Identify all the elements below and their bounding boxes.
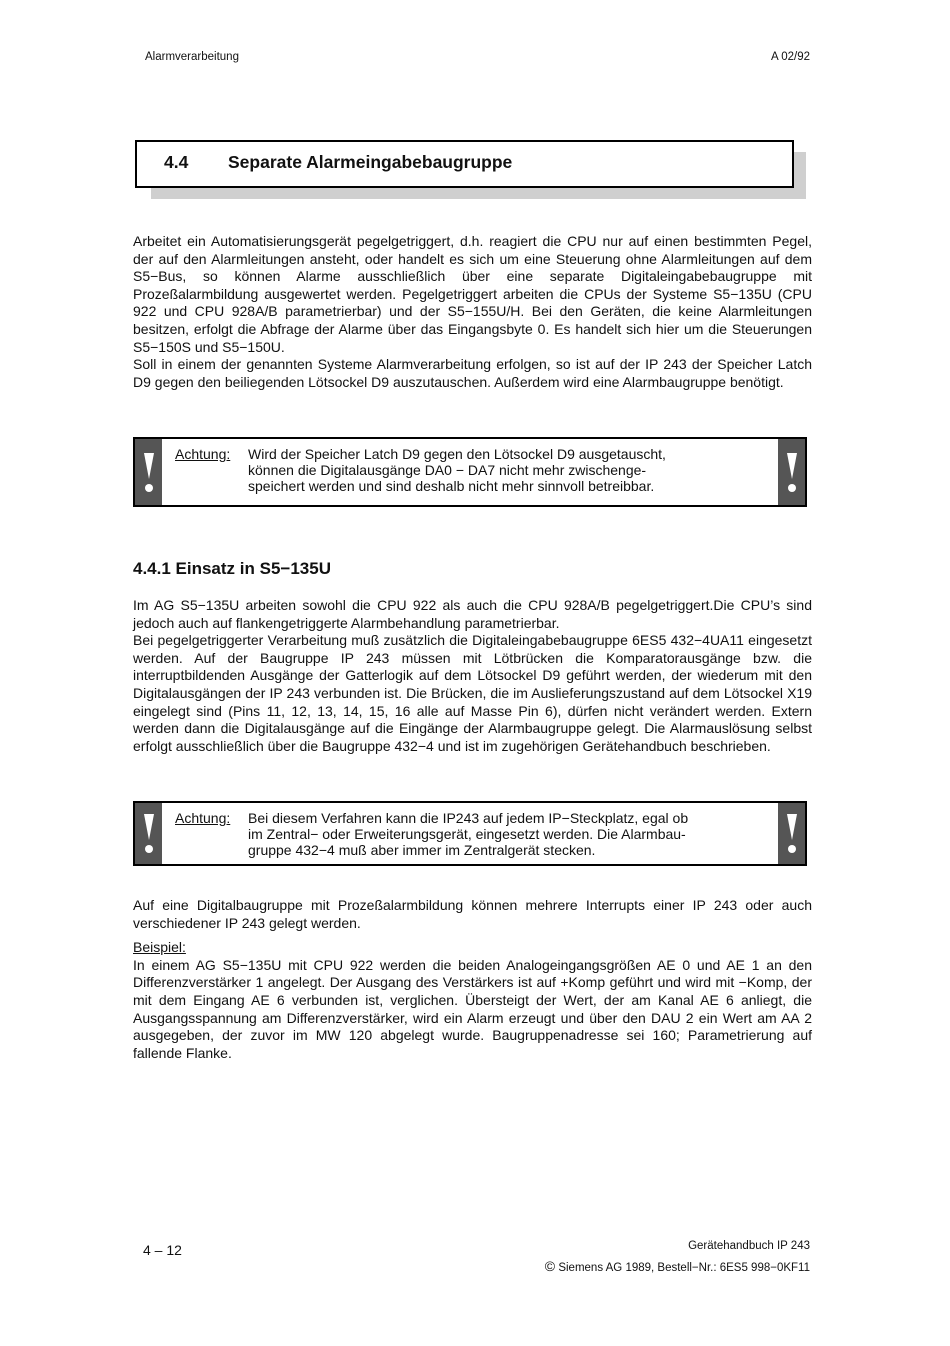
- warning-line: Bei diesem Verfahren kann die IP243 auf jedem IP−Steckplatz, egal ob: [248, 810, 689, 826]
- warning-text: [248, 810, 768, 858]
- example-paragraph: In einem AG S5−135U mit CPU 922 werden die beiden Analogeingangsgrößen AE 0 und AE 1 an den Differenzverstärker 1 angelegt. Der Ausgang des Verstärkers ist auf +Komp geführt und wird mit −Komp, der mit dem Eingang AE 6 verbunden ist, verglichen. Übersteigt der Wert, der am Kanal AE 6 anliegt, die Ausgangsspannung am Differenzverstärker, wird ein Alarm erzeugt und über den DAU 2 ein Wert am AA 2 ausgegeben, der zuvor im MW 120 abgelegt wurde. Baugruppenadresse sei 160; Parametrierung auf fallende Flanke.: [133, 956, 812, 1061]
- body-paragraph-1: Im AG S5−135U arbeiten sowohl die CPU 922 als auch die CPU 928A/B pegelgetriggert.Die CPU’s sind jedoch auch auf flankengetriggerte Alarmbehandlung parametrierbar.: [133, 597, 812, 631]
- page-number: 4 – 12: [143, 1242, 182, 1258]
- copyright-text: Siemens AG 1989, Bestell−Nr.: 6ES5 998−0KF11: [558, 1262, 810, 1274]
- exclamation-icon: [135, 803, 162, 864]
- exclamation-icon: [778, 439, 805, 505]
- copyright-line: [545, 1258, 810, 1274]
- running-header-title: Alarmverarbeitung: [145, 51, 239, 63]
- subsection-text: [133, 597, 812, 755]
- intro-paragraph-2: Soll in einem der genannten Systeme Alarmverarbeitung erfolgen, so ist auf der IP 243 der Speicher Latch D9 gegen den beiliegenden Lötsockel D9 auszutauschen. Außerdem wird eine Alarmbaugruppe benötigt.: [133, 356, 812, 390]
- running-header-date: A 02/92: [770, 51, 810, 63]
- section-title: Separate Alarmeingabebaugruppe: [228, 152, 513, 172]
- body-paragraph-2: Bei pegelgetriggerter Verarbeitung muß zusätzlich die Digitaleingabebaugruppe 6ES5 432−4UA11 eingesetzt werden. Auf der Baugruppe IP 243 müssen mit Lötbrücken die Komparatorausgänge bzw. die interruptbildenden Ausgänge der Gatterlogik auf dem Lötsockel D9 geführt werden, der wiederum mit den Digitalausgängen der IP 243 verbunden ist. Die Brücken, die im Auslieferungszustand auf dem Lötsockel X19 eingelegt sind (Pins 11, 12, 13, 14, 15, 16 alle auf Masse Pin 6), dürfen nicht verändert werden. Extern werden dann die Digitalausgänge auf die Eingänge der Alarmbaugruppe gelegt. Die Alarmauslösung selbst erfolgt ausschließlich über die Baugruppe 432−4 und ist im zugehörigen Gerätehandbuch beschrieben.: [133, 632, 812, 754]
- example-label: Beispiel:: [133, 939, 186, 956]
- intro-paragraph-1: Arbeitet ein Automatisierungsgerät pegelgetriggert, d.h. reagiert die CPU nur auf einen bestimmten Pegel, der auf den Alarmleitungen ansteht, oder handelt es sich um eine Steuerung ohne Alarmleitungen auf dem S5−Bus, so können Alarme ausschließlich über eine separate Digitaleingabebaugruppe mit Prozeßalarmbildung ausgewertet werden. Pegelgetriggert arbeiten die CPUs der Systeme S5−135U (CPU 922 und CPU 928A/B parametrierbar) und der S5−155U/H. Bei den Geräten, die keine Alarmleitungen besitzen, erfolgt die Abfrage der Alarme über das Eingangsbyte 0. Es handelt sich hier um die Steuerungen S5−150S und S5−150U.: [133, 233, 812, 355]
- exclamation-icon: [135, 439, 162, 505]
- warning-text: [248, 446, 768, 494]
- section-heading-box: [135, 140, 794, 188]
- warning-label: Achtung:: [175, 446, 231, 462]
- intro-text: [133, 233, 812, 391]
- warning-line: gruppe 432−4 muß aber immer im Zentralgerät stecken.: [248, 842, 596, 858]
- closing-paragraph: Auf eine Digitalbaugruppe mit Prozeßalarmbildung können mehrere Interrupts einer IP 243 oder auch verschiedener IP 243 gelegt werden.: [133, 897, 812, 931]
- warning-line: Wird der Speicher Latch D9 gegen den Lötsockel D9 ausgetauscht,: [248, 446, 666, 462]
- warning-note-1: [133, 437, 807, 507]
- warning-line: können die Digitalausgänge DA0 − DA7 nicht mehr zwischenge-: [248, 462, 647, 478]
- section-number: 4.4: [164, 152, 189, 172]
- warning-line: speichert werden und sind deshalb nicht mehr sinnvoll betreibbar.: [248, 478, 655, 494]
- subsection-title: 4.4.1 Einsatz in S5−135U: [133, 559, 331, 578]
- copyright-symbol: ©: [544, 1258, 556, 1274]
- closing-text: [133, 897, 812, 1062]
- manual-title: Gerätehandbuch IP 243: [688, 1240, 810, 1252]
- exclamation-icon: [778, 803, 805, 864]
- warning-note-2: [133, 801, 807, 866]
- warning-label: Achtung:: [175, 810, 231, 826]
- warning-line: im Zentral− oder Erweiterungsgerät, eingesetzt werden. Die Alarmbau-: [248, 826, 686, 842]
